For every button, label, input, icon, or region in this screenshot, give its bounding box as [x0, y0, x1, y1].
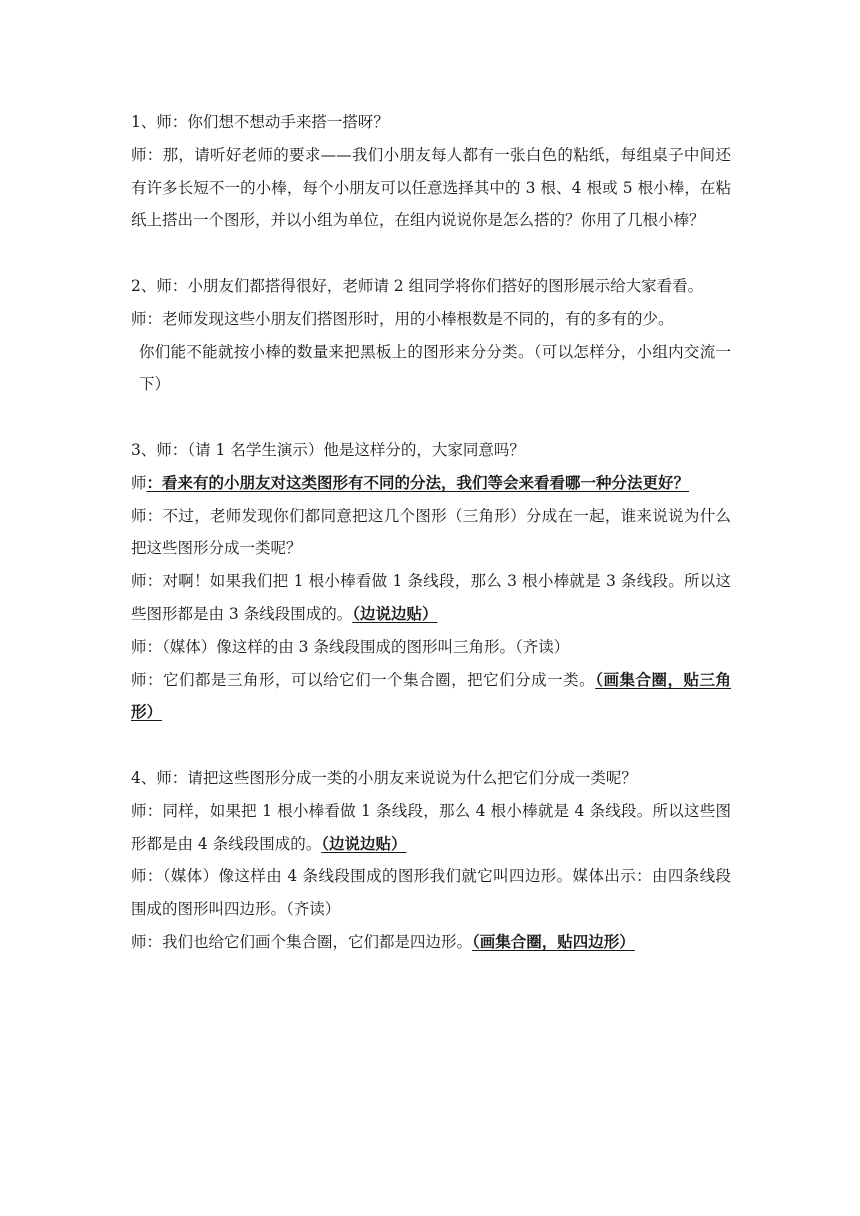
paragraph	[131, 434, 731, 467]
paragraph-text: 师：我们也给它们画个集合圈，它们都是四边形。	[131, 932, 473, 951]
section-1	[131, 106, 731, 237]
paragraph	[131, 336, 731, 402]
paragraph-text: 师：那，请听好老师的要求——我们小朋友每人都有一张白色的粘纸，每组桌子中间还有许多长短不一的小棒，每个小朋友可以任意选择其中的 3 根、4 根或 5 根小棒，在粘纸上搭出一个图形，并以小组为单位，在组内说说你是怎么搭的？你用了几根小棒？	[131, 145, 731, 230]
emphasized-note: （画集合圈，贴三角形）	[131, 669, 731, 722]
paragraph	[131, 631, 731, 664]
paragraph	[131, 664, 731, 730]
paragraph-text: 4、师：请把这些图形分成一类的小朋友来说说为什么把它们分成一类呢？	[131, 768, 637, 787]
paragraph	[131, 139, 731, 237]
paragraph-text: 师：（媒体）像这样的由 3 条线段围成的图形叫三角形。（齐读）	[131, 637, 570, 656]
paragraph-text: 2、师：小朋友们都搭得很好，老师请 2 组同学将你们搭好的图形展示给大家看看。	[131, 276, 704, 295]
paragraph	[131, 860, 731, 926]
section-2	[131, 270, 731, 401]
paragraph	[131, 467, 731, 500]
paragraph-text: 师：（媒体）像这样由 4 条线段围成的图形我们就它叫四边形。媒体出示：由四条线段围成的图形叫四边形。（齐读）	[131, 867, 731, 919]
paragraph	[131, 795, 731, 861]
section-4	[131, 762, 731, 959]
paragraph	[131, 270, 731, 303]
paragraph-text: 师：它们都是三角形，可以给它们一个集合圈，把它们分成一类。	[131, 670, 596, 689]
paragraph	[131, 762, 731, 795]
paragraph-text: 师：老师发现这些小朋友们搭图形时，用的小棒根数是不同的，有的多有的少。	[131, 309, 674, 328]
paragraph-text: 师	[131, 473, 147, 492]
paragraph-text: 师：对啊！如果我们把 1 根小棒看做 1 条线段，那么 3 根小棒就是 3 条线段。所以这些图形都是由 3 条线段围成的。	[131, 572, 731, 623]
emphasized-note: （边说边贴）	[321, 833, 407, 853]
paragraph	[131, 106, 731, 139]
paragraph-text: 3、师：（请 1 名学生演示）他是这样分的，大家同意吗？	[131, 440, 525, 459]
paragraph-text: 师：不过，老师发现你们都同意把这几个图形（三角形）分成在一起，谁来说说为什么把这些图形分成一类呢？	[131, 506, 731, 558]
emphasized-note: ：看来有的小朋友对这类图形有不同的分法，我们等会来看看哪一种分法更好？	[146, 472, 690, 492]
document-body	[131, 106, 731, 959]
paragraph	[131, 303, 731, 336]
paragraph-text: 师：同样，如果把 1 根小棒看做 1 条线段，那么 4 根小棒就是 4 条线段。所以这些图形都是由 4 条线段围成的。	[131, 801, 731, 853]
paragraph	[131, 565, 731, 631]
section-3	[131, 434, 731, 729]
paragraph-text: 你们能不能就按小棒的数量来把黑板上的图形来分分类。（可以怎样分，小组内交流一下）	[139, 342, 731, 394]
paragraph	[131, 500, 731, 566]
emphasized-note: （画集合圈，贴四边形）	[472, 931, 635, 951]
emphasized-note: （边说边贴）	[352, 603, 438, 623]
paragraph	[131, 926, 731, 959]
paragraph-text: 1、师：你们想不想动手来搭一搭呀？	[131, 113, 389, 131]
